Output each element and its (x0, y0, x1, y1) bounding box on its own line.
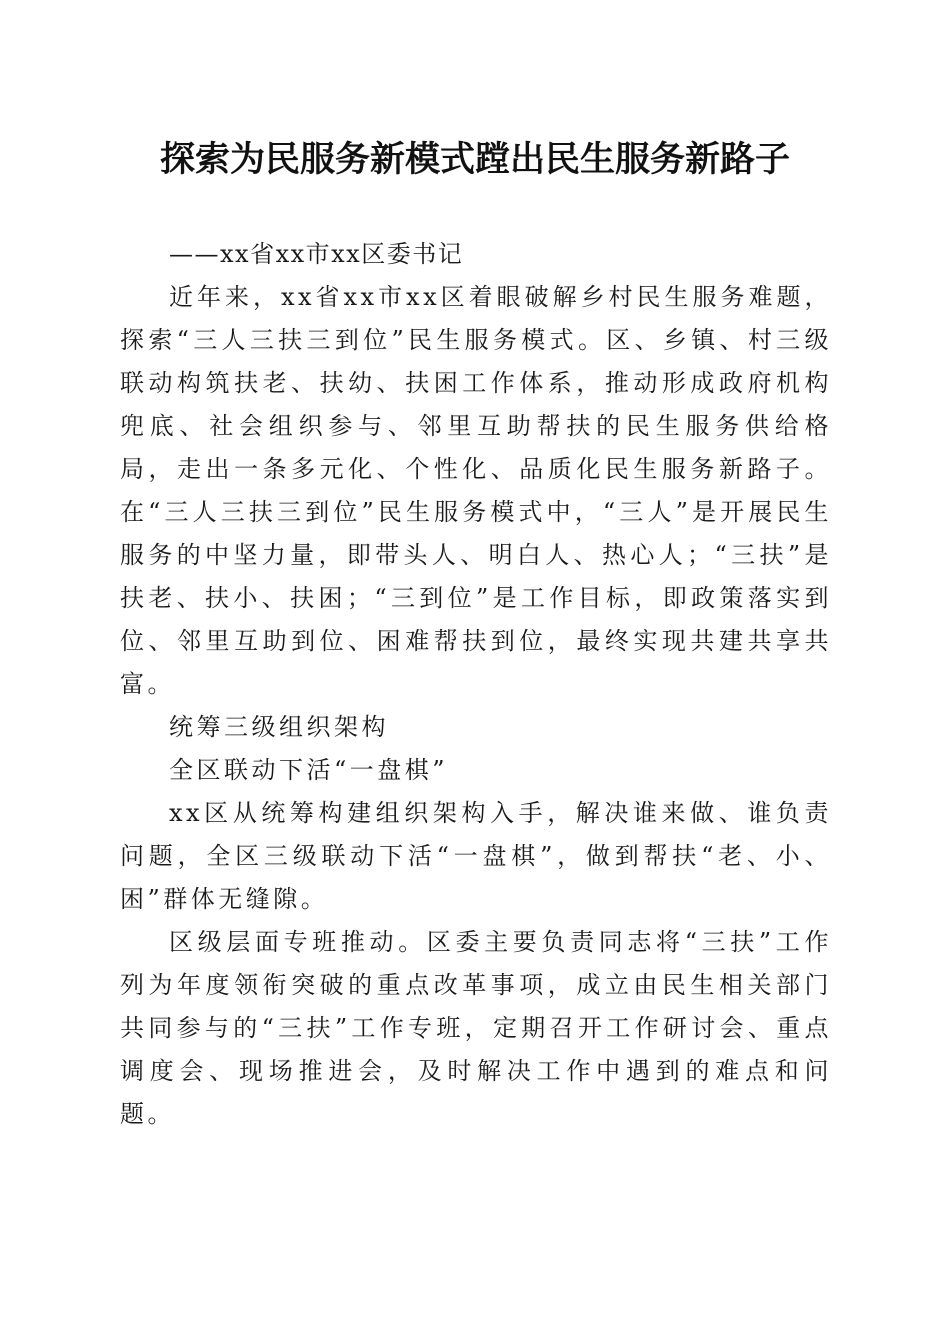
paragraph-district-level: 区级层面专班推动。区委主要负责同志将“三扶”工作列为年度领衔突破的重点改革事项，成立由民生相关部门共同参与的“三扶”工作专班，定期召开工作研讨会、重点调度会、现场推进会，及时解决工作中遇到的难点和问题。 (120, 928, 832, 1128)
paragraph-section-1: xx区从统筹构建组织架构入手，解决谁来做、谁负责问题，全区三级联动下活“一盘棋”，做到帮扶“老、小、困”群体无缝隙。 (120, 799, 832, 913)
section-subheading-1: 全区联动下活“一盘棋” (169, 756, 449, 784)
paragraph-intro: 近年来，xx省xx市xx区着眼破解乡村民生服务难题，探索“三人三扶三到位”民生服务模式。区、乡镇、村三级联动构筑扶老、扶幼、扶困工作体系，推动形成政府机构兜底、社会组织参与、邻里互助帮扶的民生服务供给格局，走出一条多元化、个性化、品质化民生服务新路子。在“三人三扶三到位”民生服务模式中，“三人”是开展民生服务的中坚力量，即带头人、明白人、热心人；“三扶”是扶老、扶小、扶困；“三到位”是工作目标，即政策落实到位、邻里互助到位、困难帮扶到位，最终实现共建共享共富。 (120, 283, 832, 698)
document-body (120, 233, 832, 1136)
author-line: ——xx省xx市xx区委书记 (169, 240, 464, 268)
document-title: 探索为民服务新模式蹚出民生服务新路子 (159, 139, 790, 180)
section-heading-1: 统筹三级组织架构 (169, 713, 389, 741)
